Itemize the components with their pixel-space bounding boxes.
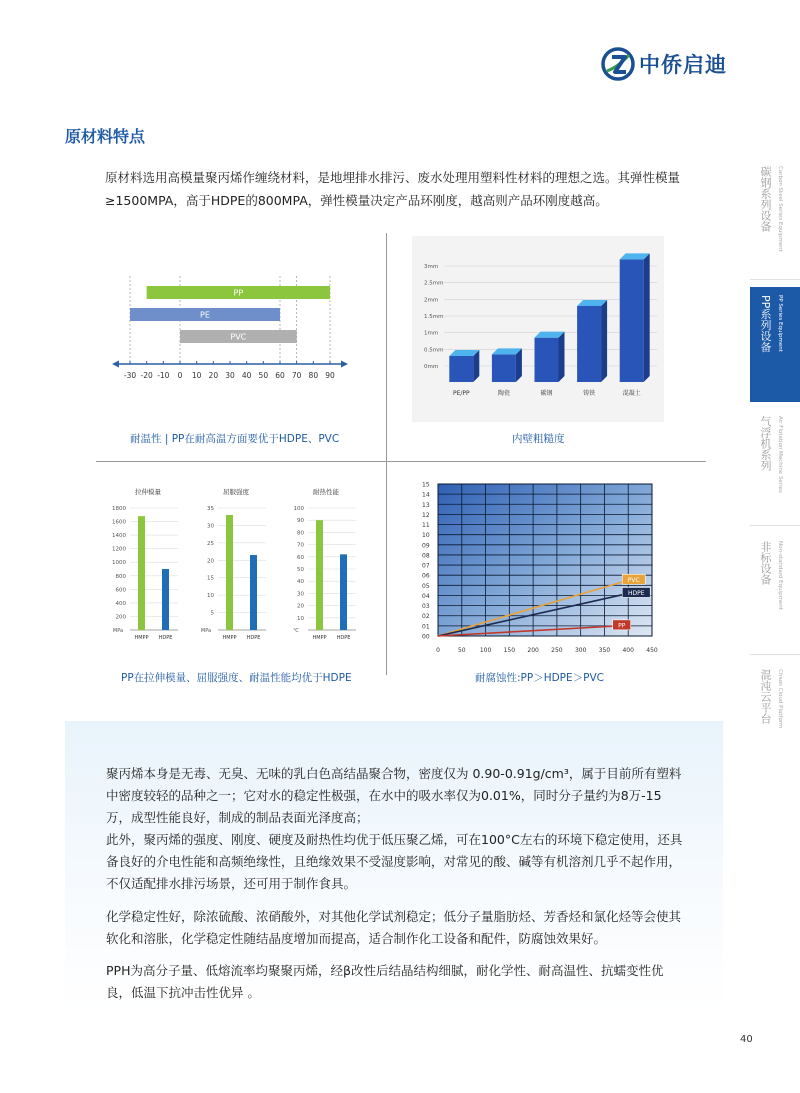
series-label: HDPE — [627, 589, 645, 597]
bar-side — [644, 253, 650, 382]
y-tick-label: 03 — [422, 603, 430, 611]
x-tick-label: 300 — [574, 647, 587, 654]
y-tick-label: 11 — [422, 522, 430, 530]
quadrant-divider-horizontal — [96, 461, 706, 462]
y-tick-label: 02 — [422, 613, 430, 621]
x-tick-label: 450 — [646, 647, 658, 654]
x-category-label: HDPE — [336, 635, 351, 641]
x-tick-label: 250 — [551, 647, 563, 654]
y-tick-label: 800 — [115, 573, 126, 580]
y-tick-label: 10 — [297, 615, 304, 622]
caption-heat-resistance: 耐温性 | PP在耐高温方面要优于HDPE、PVC — [130, 433, 340, 445]
x-category-label: 陶瓷 — [497, 390, 510, 397]
section-title: 原材料特点 — [65, 127, 146, 146]
x-tick-label: 60 — [275, 371, 285, 380]
x-tick-label: 200 — [527, 647, 539, 654]
side-tab-title: 碳钢系列设备 — [759, 166, 772, 232]
side-tab-cloud[interactable] — [750, 661, 800, 781]
chart-mechanical-properties — [108, 482, 356, 650]
bar — [316, 520, 323, 630]
y-tick-label: 07 — [422, 562, 430, 570]
chart-roughness — [412, 236, 664, 422]
range-bar-label: PE — [200, 310, 210, 320]
series-label: PP — [618, 622, 626, 630]
y-tick-label: 1800 — [112, 506, 126, 512]
info-paragraph-2: 此外，聚丙烯的强度、刚度、硬度及耐热性均优于低压聚乙烯，可在100°C左右的环境下稳定使用，还具备良好的介电性能和高频绝缘性，且绝缘效果不受湿度影响，对常见的酸、碱等有机溶剂几乎不起作用，不仅适配排水排污场景，还可用于制作食具。 — [106, 832, 683, 891]
y-tick-label: 1.5mm — [424, 314, 444, 320]
x-tick-label: 350 — [598, 647, 611, 654]
x-tick-label: 100 — [479, 647, 492, 654]
y-tick-label: 50 — [297, 567, 304, 573]
side-tab-title: 气浮机系列 — [759, 416, 772, 471]
y-tick-label: 30 — [207, 523, 214, 530]
x-tick-label: 0 — [436, 647, 440, 654]
info-paragraph-3: 化学稳定性好，除浓硫酸、浓硝酸外，对其他化学试剂稳定；低分子量脂肪烃、芳香烃和氯化烃等会使其软化和溶胀，化学稳定性随结晶度增加而提高，适合制作化工设备和配件，防腐蚀效果好。 — [106, 909, 682, 946]
bar — [492, 354, 516, 382]
caption-corrosion: 耐腐蚀性:PP＞HDPE＞PVC — [475, 672, 604, 684]
y-tick-label: 05 — [422, 582, 430, 590]
logo-mark-icon — [601, 47, 635, 81]
y-tick-label: 08 — [422, 552, 430, 560]
axis-arrow-right — [341, 361, 348, 368]
y-tick-label: 06 — [422, 572, 430, 580]
x-tick-label: 30 — [225, 371, 235, 380]
info-paragraph-4: PPH为高分子量、低熔流率均聚聚丙烯，经β改性后结晶结构细腻，耐化学性、耐高温性、抗蠕变性优良，低温下抗冲击性优异 。 — [106, 963, 664, 1000]
y-tick-label: 09 — [422, 542, 430, 550]
axis-arrow-left — [112, 361, 119, 368]
page-number: 40 — [740, 1034, 753, 1045]
side-tab-carbon-steel[interactable] — [750, 158, 800, 280]
x-tick-label: -20 — [140, 371, 153, 380]
x-tick-label: 90 — [325, 371, 335, 380]
y-tick-label: 15 — [207, 575, 214, 582]
y-tick-label: 200 — [115, 614, 126, 621]
x-tick-label: 50 — [457, 647, 466, 654]
bar — [535, 338, 559, 382]
y-tick-label: 400 — [115, 600, 126, 607]
side-tab-air-flotation[interactable] — [750, 408, 800, 526]
quadrant-divider-vertical — [386, 233, 387, 675]
caption-roughness: 内壁粗糙度 — [512, 433, 565, 445]
y-tick-label: 40 — [297, 579, 304, 586]
y-tick-label: 04 — [422, 592, 430, 600]
y-tick-label: 1600 — [112, 519, 126, 526]
x-tick-label: -30 — [123, 371, 137, 380]
range-bar-label: PP — [233, 288, 244, 298]
y-tick-label: 80 — [297, 530, 304, 537]
intro-paragraph: 原材料选用高模量聚丙烯作缠绕材料，是地埋排水排污、废水处理用塑料性材料的理想之选。其弹性模量≥1500MPA，高于HDPE的800MPA，弹性模量决定产品环刚度，越高则产品环刚度越高。 — [105, 170, 681, 208]
y-tick-label: 1400 — [112, 533, 126, 540]
y-tick-label: 00 — [422, 633, 430, 641]
y-tick-label: 1200 — [112, 546, 126, 553]
bar-side — [601, 300, 607, 382]
x-category-label: 碳钢 — [540, 390, 553, 397]
y-tick-label: 12 — [422, 511, 430, 519]
side-tab-pp[interactable] — [750, 287, 800, 402]
y-tick-label: 2mm — [424, 297, 439, 304]
bar — [162, 569, 169, 630]
y-tick-label: 0.5mm — [424, 347, 444, 354]
side-tab-subtitle: PP Series Equipment — [777, 295, 783, 352]
y-tick-label: 60 — [297, 554, 304, 561]
x-category-label: HDPE — [246, 635, 261, 641]
side-tab-subtitle: Air Flotation Machine Series — [777, 416, 783, 493]
y-tick-label: 25 — [207, 540, 214, 547]
x-category-label: HMPP — [222, 635, 237, 641]
unit-label: MPa — [112, 628, 124, 634]
x-category-label: 混凝土 — [622, 390, 641, 397]
y-tick-label: 0mm — [424, 364, 439, 370]
x-category-label: HMPP — [312, 635, 327, 641]
bar — [340, 554, 347, 630]
y-tick-label: 1mm — [424, 330, 439, 337]
x-category-label: 铸铁 — [583, 390, 596, 397]
side-tab-title: 非标设备 — [759, 541, 772, 585]
y-tick-label: 10 — [422, 532, 430, 540]
y-tick-label: 1000 — [112, 560, 126, 567]
unit-label: ℃ — [293, 628, 299, 634]
y-tick-label: 01 — [422, 623, 430, 631]
x-tick-label: 70 — [291, 371, 302, 380]
bar — [449, 356, 473, 382]
x-category-label: PE/PP — [452, 390, 470, 397]
plot-background — [438, 484, 652, 636]
side-tab-subtitle: Chaos Cloud Platform — [777, 669, 783, 729]
y-tick-label: 35 — [207, 506, 214, 512]
side-tab-subtitle: Non-standard Equipment — [777, 541, 783, 610]
x-tick-label: 80 — [308, 371, 319, 380]
chart-temperature-range — [108, 236, 350, 414]
x-tick-label: 50 — [258, 371, 269, 380]
logo-text: 中侨启迪 — [639, 53, 727, 77]
x-tick-label: 400 — [622, 647, 634, 654]
x-tick-label: 40 — [241, 371, 252, 380]
bar — [620, 259, 644, 382]
panel-title: 耐热性能 — [313, 488, 339, 496]
unit-label: MPa — [200, 628, 212, 634]
side-tab-title: 混沌云平台 — [759, 669, 772, 724]
y-tick-label: 20 — [207, 558, 214, 565]
side-tab-subtitle: Carbon Steel Series Equipment — [777, 166, 783, 252]
y-tick-label: 10 — [207, 593, 214, 600]
bar — [138, 516, 145, 630]
y-tick-label: 20 — [297, 603, 304, 610]
y-tick-label: 2.5mm — [424, 280, 444, 287]
bar — [577, 306, 601, 382]
side-tab-title: PP系列设备 — [759, 295, 772, 353]
y-tick-label: 14 — [422, 491, 430, 499]
y-tick-label: 15 — [422, 481, 430, 489]
y-tick-label: 70 — [297, 542, 304, 549]
bar-side — [559, 332, 565, 382]
y-tick-label: 30 — [297, 591, 304, 598]
y-tick-label: 100 — [293, 506, 304, 512]
y-tick-label: 5 — [210, 610, 214, 617]
x-tick-label: 0 — [177, 371, 183, 380]
x-tick-label: 150 — [503, 647, 516, 654]
x-tick-label: -10 — [157, 371, 170, 380]
panel-title: 拉伸模量 — [135, 488, 161, 496]
y-tick-label: 90 — [297, 518, 304, 525]
y-tick-label: 13 — [422, 501, 430, 509]
chart-corrosion — [412, 476, 670, 661]
bar — [226, 515, 233, 630]
x-tick-label: 20 — [208, 371, 219, 380]
caption-mechanical: PP在拉伸模量、屈服强度、耐温性能均优于HDPE — [121, 672, 352, 684]
x-tick-label: 10 — [191, 371, 202, 380]
company-logo — [601, 47, 727, 81]
range-bar-label: PVC — [230, 332, 247, 342]
y-tick-label: 600 — [115, 587, 126, 594]
series-label: PVC — [627, 576, 640, 584]
x-category-label: HDPE — [158, 635, 173, 641]
side-tab-non-standard[interactable] — [750, 533, 800, 655]
y-tick-label: 3mm — [424, 264, 439, 270]
x-category-label: HMPP — [134, 635, 149, 641]
info-paragraph-1: 聚丙烯本身是无毒、无臭、无味的乳白色高结晶聚合物，密度仅为 0.90-0.91g/cm³，属于目前所有塑料中密度较轻的品种之一；它对水的稳定性极强，在水中的吸水率仅为0.01%，同时分子量约为8万-15万，成型性能良好，制成的制品表面光泽度高； — [106, 766, 682, 825]
bar — [250, 555, 257, 630]
panel-title: 屈服强度 — [223, 488, 249, 496]
